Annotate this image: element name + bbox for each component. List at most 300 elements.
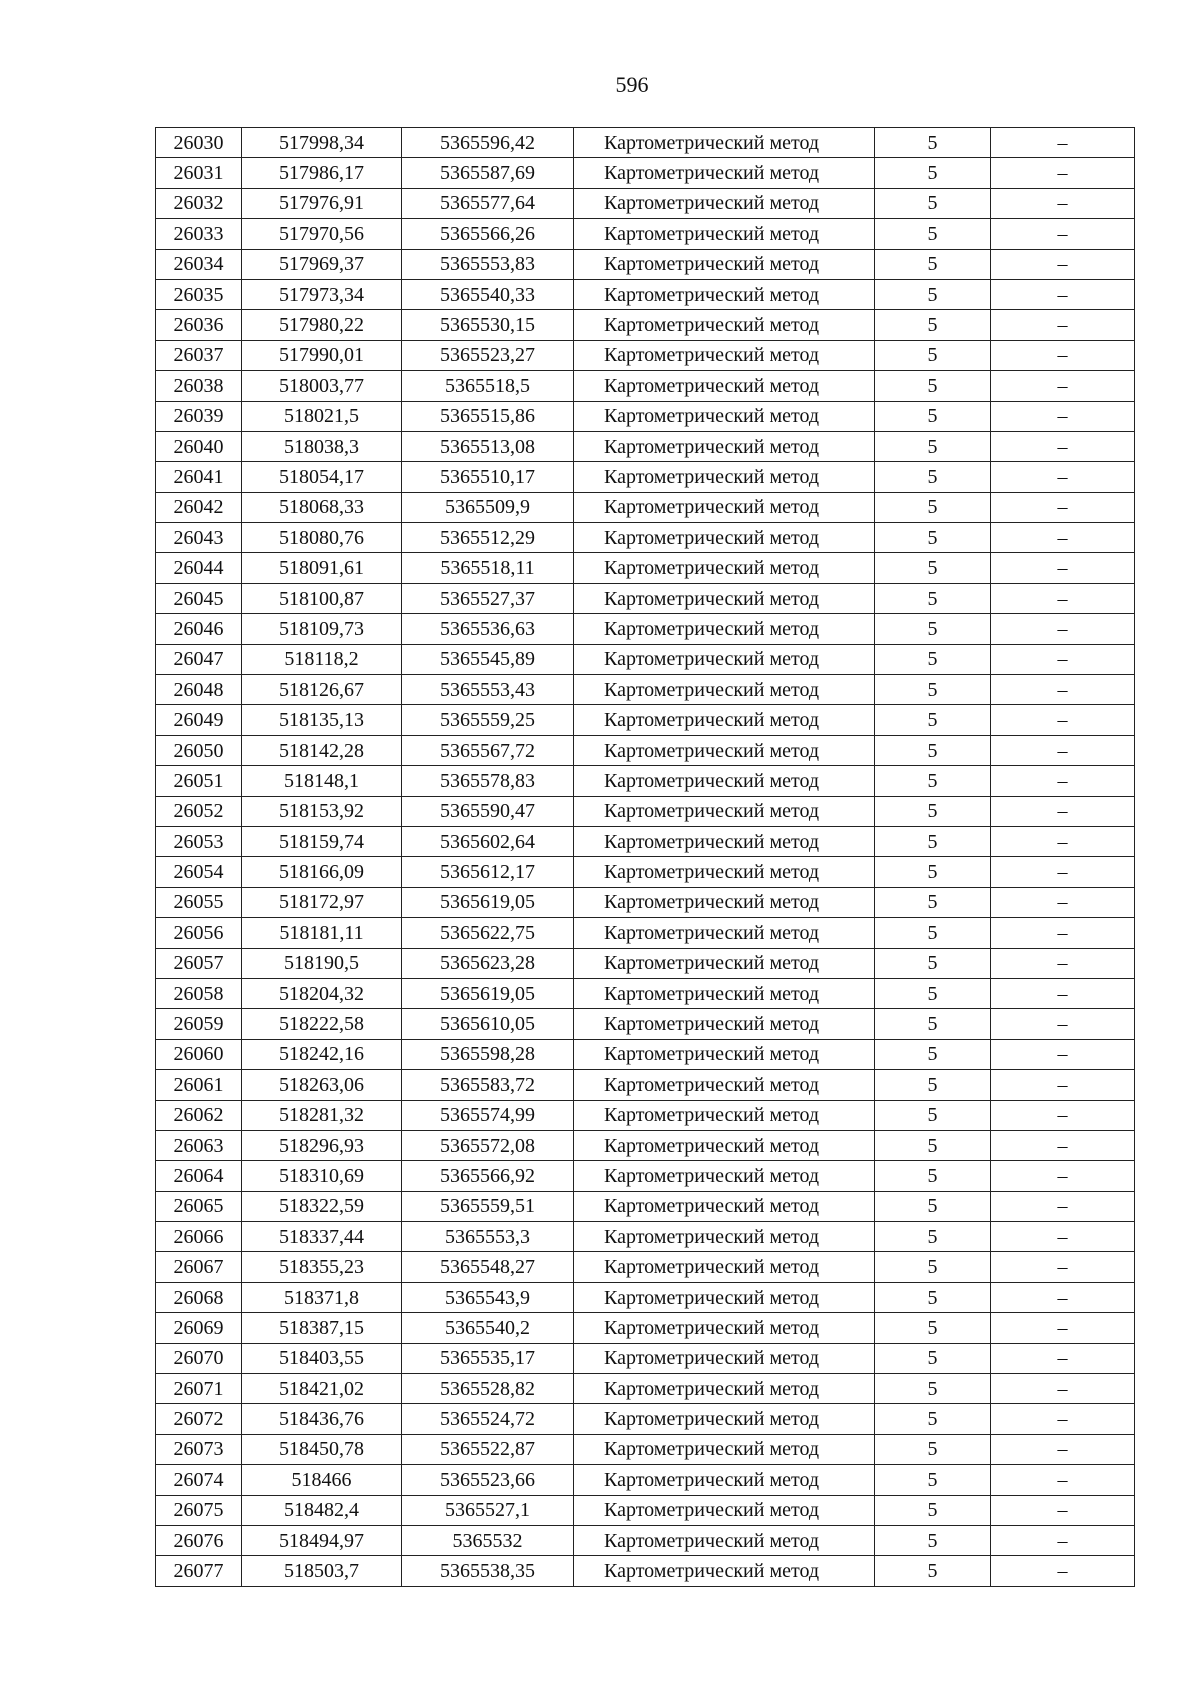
description-cell: – xyxy=(991,158,1135,188)
table-row xyxy=(156,1465,1135,1495)
x-coordinate-cell: 518190,5 xyxy=(242,948,402,978)
x-coordinate-cell: 518310,69 xyxy=(242,1161,402,1191)
point-number-cell: 26071 xyxy=(156,1374,242,1404)
table-row xyxy=(156,1343,1135,1373)
method-cell: Картометрический метод xyxy=(574,553,875,583)
table-row xyxy=(156,766,1135,796)
accuracy-cell: 5 xyxy=(875,1556,991,1586)
table-row xyxy=(156,431,1135,461)
x-coordinate-cell: 518068,33 xyxy=(242,492,402,522)
point-number-cell: 26030 xyxy=(156,128,242,158)
accuracy-cell: 5 xyxy=(875,583,991,613)
y-coordinate-cell: 5365559,51 xyxy=(402,1191,574,1221)
y-coordinate-cell: 5365619,05 xyxy=(402,978,574,1008)
y-coordinate-cell: 5365610,05 xyxy=(402,1009,574,1039)
description-cell: – xyxy=(991,279,1135,309)
point-number-cell: 26050 xyxy=(156,735,242,765)
point-number-cell: 26032 xyxy=(156,188,242,218)
table-row xyxy=(156,553,1135,583)
method-cell: Картометрический метод xyxy=(574,675,875,705)
method-cell: Картометрический метод xyxy=(574,1404,875,1434)
accuracy-cell: 5 xyxy=(875,735,991,765)
point-number-cell: 26051 xyxy=(156,766,242,796)
x-coordinate-cell: 518503,7 xyxy=(242,1556,402,1586)
x-coordinate-cell: 518494,97 xyxy=(242,1525,402,1555)
accuracy-cell: 5 xyxy=(875,1161,991,1191)
description-cell: – xyxy=(991,1374,1135,1404)
method-cell: Картометрический метод xyxy=(574,826,875,856)
point-number-cell: 26049 xyxy=(156,705,242,735)
method-cell: Картометрический метод xyxy=(574,128,875,158)
coordinates-table xyxy=(155,127,1135,1587)
y-coordinate-cell: 5365553,3 xyxy=(402,1222,574,1252)
table-row xyxy=(156,1130,1135,1160)
x-coordinate-cell: 518126,67 xyxy=(242,675,402,705)
description-cell: – xyxy=(991,371,1135,401)
description-cell: – xyxy=(991,1525,1135,1555)
y-coordinate-cell: 5365553,43 xyxy=(402,675,574,705)
y-coordinate-cell: 5365577,64 xyxy=(402,188,574,218)
method-cell: Картометрический метод xyxy=(574,1313,875,1343)
method-cell: Картометрический метод xyxy=(574,1130,875,1160)
table-row xyxy=(156,948,1135,978)
point-number-cell: 26065 xyxy=(156,1191,242,1221)
description-cell: – xyxy=(991,1343,1135,1373)
y-coordinate-cell: 5365623,28 xyxy=(402,948,574,978)
table-row xyxy=(156,675,1135,705)
method-cell: Картометрический метод xyxy=(574,1495,875,1525)
x-coordinate-cell: 518281,32 xyxy=(242,1100,402,1130)
x-coordinate-cell: 517990,01 xyxy=(242,340,402,370)
x-coordinate-cell: 518142,28 xyxy=(242,735,402,765)
x-coordinate-cell: 517970,56 xyxy=(242,219,402,249)
y-coordinate-cell: 5365602,64 xyxy=(402,826,574,856)
point-number-cell: 26062 xyxy=(156,1100,242,1130)
table-row xyxy=(156,523,1135,553)
y-coordinate-cell: 5365567,72 xyxy=(402,735,574,765)
description-cell: – xyxy=(991,614,1135,644)
x-coordinate-cell: 518296,93 xyxy=(242,1130,402,1160)
y-coordinate-cell: 5365612,17 xyxy=(402,857,574,887)
accuracy-cell: 5 xyxy=(875,1525,991,1555)
accuracy-cell: 5 xyxy=(875,1070,991,1100)
method-cell: Картометрический метод xyxy=(574,948,875,978)
y-coordinate-cell: 5365524,72 xyxy=(402,1404,574,1434)
accuracy-cell: 5 xyxy=(875,128,991,158)
method-cell: Картометрический метод xyxy=(574,1556,875,1586)
x-coordinate-cell: 518403,55 xyxy=(242,1343,402,1373)
x-coordinate-cell: 518450,78 xyxy=(242,1434,402,1464)
description-cell: – xyxy=(991,826,1135,856)
point-number-cell: 26067 xyxy=(156,1252,242,1282)
table-row xyxy=(156,826,1135,856)
method-cell: Картометрический метод xyxy=(574,279,875,309)
method-cell: Картометрический метод xyxy=(574,371,875,401)
point-number-cell: 26055 xyxy=(156,887,242,917)
table-row xyxy=(156,705,1135,735)
accuracy-cell: 5 xyxy=(875,492,991,522)
method-cell: Картометрический метод xyxy=(574,310,875,340)
table-row xyxy=(156,1070,1135,1100)
method-cell: Картометрический метод xyxy=(574,1009,875,1039)
method-cell: Картометрический метод xyxy=(574,1070,875,1100)
table-row xyxy=(156,614,1135,644)
y-coordinate-cell: 5365540,33 xyxy=(402,279,574,309)
description-cell: – xyxy=(991,766,1135,796)
y-coordinate-cell: 5365587,69 xyxy=(402,158,574,188)
table-row xyxy=(156,1556,1135,1586)
point-number-cell: 26033 xyxy=(156,219,242,249)
table-row xyxy=(156,401,1135,431)
table-row xyxy=(156,128,1135,158)
x-coordinate-cell: 517980,22 xyxy=(242,310,402,340)
point-number-cell: 26042 xyxy=(156,492,242,522)
accuracy-cell: 5 xyxy=(875,462,991,492)
table-row xyxy=(156,340,1135,370)
description-cell: – xyxy=(991,1313,1135,1343)
point-number-cell: 26041 xyxy=(156,462,242,492)
x-coordinate-cell: 517986,17 xyxy=(242,158,402,188)
method-cell: Картометрический метод xyxy=(574,583,875,613)
method-cell: Картометрический метод xyxy=(574,249,875,279)
table-row xyxy=(156,918,1135,948)
point-number-cell: 26052 xyxy=(156,796,242,826)
point-number-cell: 26063 xyxy=(156,1130,242,1160)
y-coordinate-cell: 5365598,28 xyxy=(402,1039,574,1069)
table-row xyxy=(156,310,1135,340)
table-row xyxy=(156,371,1135,401)
point-number-cell: 26038 xyxy=(156,371,242,401)
x-coordinate-cell: 518222,58 xyxy=(242,1009,402,1039)
accuracy-cell: 5 xyxy=(875,978,991,1008)
x-coordinate-cell: 518482,4 xyxy=(242,1495,402,1525)
description-cell: – xyxy=(991,219,1135,249)
x-coordinate-cell: 518109,73 xyxy=(242,614,402,644)
method-cell: Картометрический метод xyxy=(574,1161,875,1191)
table-row xyxy=(156,644,1135,674)
accuracy-cell: 5 xyxy=(875,887,991,917)
x-coordinate-cell: 518322,59 xyxy=(242,1191,402,1221)
description-cell: – xyxy=(991,1191,1135,1221)
y-coordinate-cell: 5365523,66 xyxy=(402,1465,574,1495)
point-number-cell: 26056 xyxy=(156,918,242,948)
x-coordinate-cell: 517976,91 xyxy=(242,188,402,218)
accuracy-cell: 5 xyxy=(875,1282,991,1312)
x-coordinate-cell: 518038,3 xyxy=(242,431,402,461)
x-coordinate-cell: 518204,32 xyxy=(242,978,402,1008)
table-row xyxy=(156,1495,1135,1525)
x-coordinate-cell: 518172,97 xyxy=(242,887,402,917)
point-number-cell: 26035 xyxy=(156,279,242,309)
description-cell: – xyxy=(991,310,1135,340)
description-cell: – xyxy=(991,1070,1135,1100)
y-coordinate-cell: 5365518,11 xyxy=(402,553,574,583)
description-cell: – xyxy=(991,1556,1135,1586)
method-cell: Картометрический метод xyxy=(574,431,875,461)
method-cell: Картометрический метод xyxy=(574,766,875,796)
table-row xyxy=(156,1100,1135,1130)
method-cell: Картометрический метод xyxy=(574,644,875,674)
accuracy-cell: 5 xyxy=(875,340,991,370)
accuracy-cell: 5 xyxy=(875,766,991,796)
description-cell: – xyxy=(991,857,1135,887)
point-number-cell: 26073 xyxy=(156,1434,242,1464)
description-cell: – xyxy=(991,583,1135,613)
accuracy-cell: 5 xyxy=(875,523,991,553)
accuracy-cell: 5 xyxy=(875,401,991,431)
description-cell: – xyxy=(991,735,1135,765)
accuracy-cell: 5 xyxy=(875,553,991,583)
accuracy-cell: 5 xyxy=(875,1100,991,1130)
table-row xyxy=(156,1434,1135,1464)
description-cell: – xyxy=(991,249,1135,279)
x-coordinate-cell: 518466 xyxy=(242,1465,402,1495)
point-number-cell: 26077 xyxy=(156,1556,242,1586)
x-coordinate-cell: 518355,23 xyxy=(242,1252,402,1282)
description-cell: – xyxy=(991,492,1135,522)
description-cell: – xyxy=(991,188,1135,218)
table-row xyxy=(156,583,1135,613)
accuracy-cell: 5 xyxy=(875,1130,991,1160)
y-coordinate-cell: 5365566,92 xyxy=(402,1161,574,1191)
accuracy-cell: 5 xyxy=(875,918,991,948)
description-cell: – xyxy=(991,401,1135,431)
point-number-cell: 26074 xyxy=(156,1465,242,1495)
accuracy-cell: 5 xyxy=(875,1434,991,1464)
accuracy-cell: 5 xyxy=(875,1465,991,1495)
point-number-cell: 26066 xyxy=(156,1222,242,1252)
y-coordinate-cell: 5365523,27 xyxy=(402,340,574,370)
description-cell: – xyxy=(991,675,1135,705)
table-row xyxy=(156,857,1135,887)
y-coordinate-cell: 5365538,35 xyxy=(402,1556,574,1586)
y-coordinate-cell: 5365510,17 xyxy=(402,462,574,492)
description-cell: – xyxy=(991,705,1135,735)
point-number-cell: 26045 xyxy=(156,583,242,613)
page-number: 596 xyxy=(615,72,649,97)
method-cell: Картометрический метод xyxy=(574,523,875,553)
method-cell: Картометрический метод xyxy=(574,705,875,735)
y-coordinate-cell: 5365553,83 xyxy=(402,249,574,279)
accuracy-cell: 5 xyxy=(875,796,991,826)
point-number-cell: 26031 xyxy=(156,158,242,188)
y-coordinate-cell: 5365622,75 xyxy=(402,918,574,948)
table-row xyxy=(156,796,1135,826)
method-cell: Картометрический метод xyxy=(574,1343,875,1373)
method-cell: Картометрический метод xyxy=(574,1465,875,1495)
point-number-cell: 26060 xyxy=(156,1039,242,1069)
table-row xyxy=(156,1039,1135,1069)
x-coordinate-cell: 518148,1 xyxy=(242,766,402,796)
method-cell: Картометрический метод xyxy=(574,887,875,917)
accuracy-cell: 5 xyxy=(875,1222,991,1252)
table-row xyxy=(156,735,1135,765)
method-cell: Картометрический метод xyxy=(574,158,875,188)
accuracy-cell: 5 xyxy=(875,857,991,887)
accuracy-cell: 5 xyxy=(875,371,991,401)
description-cell: – xyxy=(991,948,1135,978)
y-coordinate-cell: 5365548,27 xyxy=(402,1252,574,1282)
accuracy-cell: 5 xyxy=(875,614,991,644)
table-row xyxy=(156,279,1135,309)
point-number-cell: 26075 xyxy=(156,1495,242,1525)
x-coordinate-cell: 518091,61 xyxy=(242,553,402,583)
y-coordinate-cell: 5365574,99 xyxy=(402,1100,574,1130)
method-cell: Картометрический метод xyxy=(574,735,875,765)
description-cell: – xyxy=(991,1222,1135,1252)
coordinates-table-body xyxy=(156,128,1135,1587)
method-cell: Картометрический метод xyxy=(574,462,875,492)
description-cell: – xyxy=(991,1039,1135,1069)
method-cell: Картометрический метод xyxy=(574,219,875,249)
accuracy-cell: 5 xyxy=(875,158,991,188)
description-cell: – xyxy=(991,553,1135,583)
table-row xyxy=(156,1191,1135,1221)
description-cell: – xyxy=(991,1252,1135,1282)
accuracy-cell: 5 xyxy=(875,310,991,340)
point-number-cell: 26076 xyxy=(156,1525,242,1555)
point-number-cell: 26036 xyxy=(156,310,242,340)
method-cell: Картометрический метод xyxy=(574,1100,875,1130)
accuracy-cell: 5 xyxy=(875,1252,991,1282)
x-coordinate-cell: 517969,37 xyxy=(242,249,402,279)
accuracy-cell: 5 xyxy=(875,219,991,249)
description-cell: – xyxy=(991,796,1135,826)
accuracy-cell: 5 xyxy=(875,948,991,978)
method-cell: Картометрический метод xyxy=(574,188,875,218)
y-coordinate-cell: 5365545,89 xyxy=(402,644,574,674)
table-row xyxy=(156,1525,1135,1555)
description-cell: – xyxy=(991,918,1135,948)
x-coordinate-cell: 518118,2 xyxy=(242,644,402,674)
description-cell: – xyxy=(991,1009,1135,1039)
x-coordinate-cell: 518153,92 xyxy=(242,796,402,826)
x-coordinate-cell: 518159,74 xyxy=(242,826,402,856)
point-number-cell: 26059 xyxy=(156,1009,242,1039)
y-coordinate-cell: 5365543,9 xyxy=(402,1282,574,1312)
accuracy-cell: 5 xyxy=(875,1039,991,1069)
description-cell: – xyxy=(991,1495,1135,1525)
x-coordinate-cell: 518166,09 xyxy=(242,857,402,887)
accuracy-cell: 5 xyxy=(875,188,991,218)
method-cell: Картометрический метод xyxy=(574,614,875,644)
method-cell: Картометрический метод xyxy=(574,796,875,826)
y-coordinate-cell: 5365583,72 xyxy=(402,1070,574,1100)
point-number-cell: 26046 xyxy=(156,614,242,644)
table-row xyxy=(156,492,1135,522)
accuracy-cell: 5 xyxy=(875,675,991,705)
table-row xyxy=(156,1282,1135,1312)
y-coordinate-cell: 5365512,29 xyxy=(402,523,574,553)
table-row xyxy=(156,1313,1135,1343)
point-number-cell: 26061 xyxy=(156,1070,242,1100)
point-number-cell: 26069 xyxy=(156,1313,242,1343)
method-cell: Картометрический метод xyxy=(574,978,875,1008)
table-row xyxy=(156,1252,1135,1282)
point-number-cell: 26057 xyxy=(156,948,242,978)
description-cell: – xyxy=(991,128,1135,158)
point-number-cell: 26034 xyxy=(156,249,242,279)
description-cell: – xyxy=(991,1434,1135,1464)
table-row xyxy=(156,1404,1135,1434)
method-cell: Картометрический метод xyxy=(574,1282,875,1312)
accuracy-cell: 5 xyxy=(875,1009,991,1039)
x-coordinate-cell: 518135,13 xyxy=(242,705,402,735)
description-cell: – xyxy=(991,462,1135,492)
point-number-cell: 26044 xyxy=(156,553,242,583)
x-coordinate-cell: 518387,15 xyxy=(242,1313,402,1343)
x-coordinate-cell: 518181,11 xyxy=(242,918,402,948)
accuracy-cell: 5 xyxy=(875,1191,991,1221)
y-coordinate-cell: 5365590,47 xyxy=(402,796,574,826)
description-cell: – xyxy=(991,523,1135,553)
method-cell: Картометрический метод xyxy=(574,1434,875,1464)
table-row xyxy=(156,219,1135,249)
method-cell: Картометрический метод xyxy=(574,401,875,431)
accuracy-cell: 5 xyxy=(875,1404,991,1434)
description-cell: – xyxy=(991,1100,1135,1130)
y-coordinate-cell: 5365566,26 xyxy=(402,219,574,249)
y-coordinate-cell: 5365540,2 xyxy=(402,1313,574,1343)
accuracy-cell: 5 xyxy=(875,644,991,674)
description-cell: – xyxy=(991,1130,1135,1160)
accuracy-cell: 5 xyxy=(875,1313,991,1343)
point-number-cell: 26048 xyxy=(156,675,242,705)
x-coordinate-cell: 517998,34 xyxy=(242,128,402,158)
table-row xyxy=(156,887,1135,917)
table-row xyxy=(156,188,1135,218)
x-coordinate-cell: 518421,02 xyxy=(242,1374,402,1404)
point-number-cell: 26072 xyxy=(156,1404,242,1434)
point-number-cell: 26058 xyxy=(156,978,242,1008)
method-cell: Картометрический метод xyxy=(574,857,875,887)
point-number-cell: 26070 xyxy=(156,1343,242,1373)
y-coordinate-cell: 5365515,86 xyxy=(402,401,574,431)
table-row xyxy=(156,462,1135,492)
y-coordinate-cell: 5365527,37 xyxy=(402,583,574,613)
accuracy-cell: 5 xyxy=(875,1495,991,1525)
method-cell: Картометрический метод xyxy=(574,1222,875,1252)
x-coordinate-cell: 518242,16 xyxy=(242,1039,402,1069)
point-number-cell: 26039 xyxy=(156,401,242,431)
y-coordinate-cell: 5365528,82 xyxy=(402,1374,574,1404)
y-coordinate-cell: 5365559,25 xyxy=(402,705,574,735)
accuracy-cell: 5 xyxy=(875,431,991,461)
description-cell: – xyxy=(991,1161,1135,1191)
x-coordinate-cell: 518371,8 xyxy=(242,1282,402,1312)
y-coordinate-cell: 5365572,08 xyxy=(402,1130,574,1160)
table-row xyxy=(156,249,1135,279)
point-number-cell: 26068 xyxy=(156,1282,242,1312)
table-row xyxy=(156,158,1135,188)
point-number-cell: 26053 xyxy=(156,826,242,856)
method-cell: Картометрический метод xyxy=(574,1191,875,1221)
description-cell: – xyxy=(991,431,1135,461)
description-cell: – xyxy=(991,644,1135,674)
x-coordinate-cell: 518436,76 xyxy=(242,1404,402,1434)
y-coordinate-cell: 5365619,05 xyxy=(402,887,574,917)
x-coordinate-cell: 518054,17 xyxy=(242,462,402,492)
y-coordinate-cell: 5365527,1 xyxy=(402,1495,574,1525)
y-coordinate-cell: 5365513,08 xyxy=(402,431,574,461)
method-cell: Картометрический метод xyxy=(574,918,875,948)
method-cell: Картометрический метод xyxy=(574,492,875,522)
y-coordinate-cell: 5365596,42 xyxy=(402,128,574,158)
description-cell: – xyxy=(991,1465,1135,1495)
y-coordinate-cell: 5365536,63 xyxy=(402,614,574,644)
table-row xyxy=(156,978,1135,1008)
x-coordinate-cell: 518021,5 xyxy=(242,401,402,431)
